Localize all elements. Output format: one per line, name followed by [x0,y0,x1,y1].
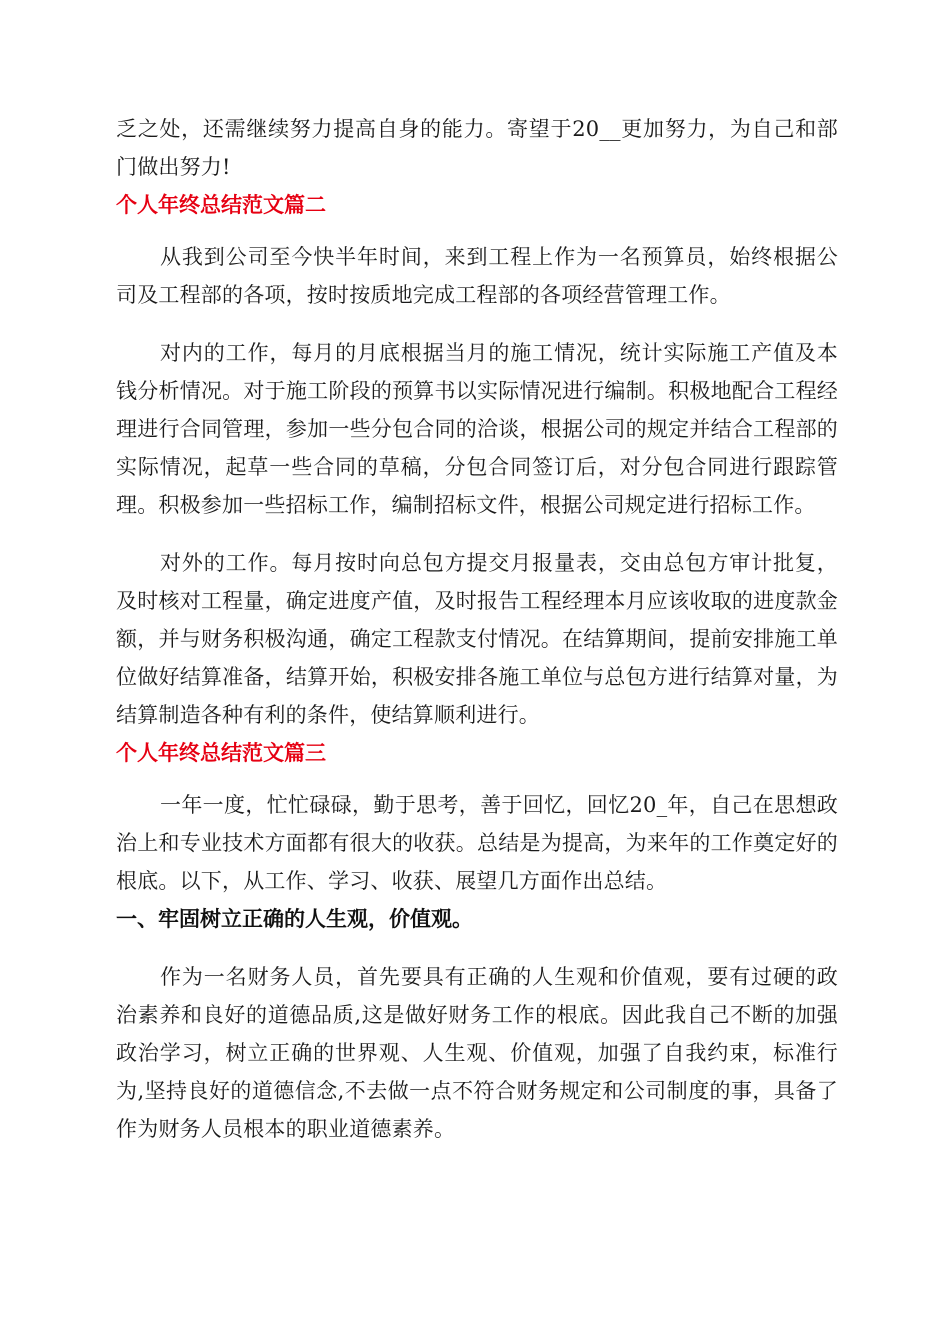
subheading-1: 一、牢固树立正确的人生观，价值观。 [116,907,473,931]
paragraph-2-3: 对外的工作。每月按时向总包方提交月报量表，交由总包方审计批复，及时核对工程量，确定进度产值，及时报告工程经理本月应该收取的进度款金额，并与财务积极沟通，确定工程款支付情况。在结算期间，提前安排施工单位做好结算准备，结算开始，积极安排各施工单位与总包方进行结算对量，为结算制造各种有利的条件，使结算顺利进行。 [116,551,838,727]
paragraph-2-1: 从我到公司至今快半年时间，来到工程上作为一名预算员，始终根据公司及工程部的各项，按时按质地完成工程部的各项经营管理工作。 [116,245,838,307]
section-heading-3: 个人年终总结范文篇三 [116,741,326,765]
paragraph-3-1: 一年一度，忙忙碌碌，勤于思考，善于回忆，回忆20_年，自己在思想政治上和专业技术方面都有很大的收获。总结是为提高，为来年的工作奠定好的根底。以下，从工作、学习、收获、展望几方面作出总结。 [116,793,838,893]
paragraph-2-2: 对内的工作，每月的月底根据当月的施工情况，统计实际施工产值及本钱分析情况。对于施工阶段的预算书以实际情况进行编制。积极地配合工程经理进行合同管理，参加一些分包合同的洽谈，根据公司的规定并结合工程部的实际情况，起草一些合同的草稿，分包合同签订后，对分包合同进行跟踪管理。积极参加一些招标工作，编制招标文件，根据公司规定进行招标工作。 [116,341,838,517]
document-page [116,110,838,1148]
paragraph-3-2: 作为一名财务人员，首先要具有正确的人生观和价值观，要有过硬的政治素养和良好的道德品质,这是做好财务工作的根底。因此我自己不断的加强政治学习，树立正确的世界观、人生观、价值观，加强了自我约束，标准行为,坚持良好的道德信念,不去做一点不符合财务规定和公司制度的事，具备了作为财务人员根本的职业道德素养。 [116,965,838,1141]
section-heading-2: 个人年终总结范文篇二 [116,193,326,217]
paragraph-intro-end: 乏之处，还需继续努力提高自身的能力。寄望于20__更加努力，为自己和部门做出努力! [116,117,838,179]
